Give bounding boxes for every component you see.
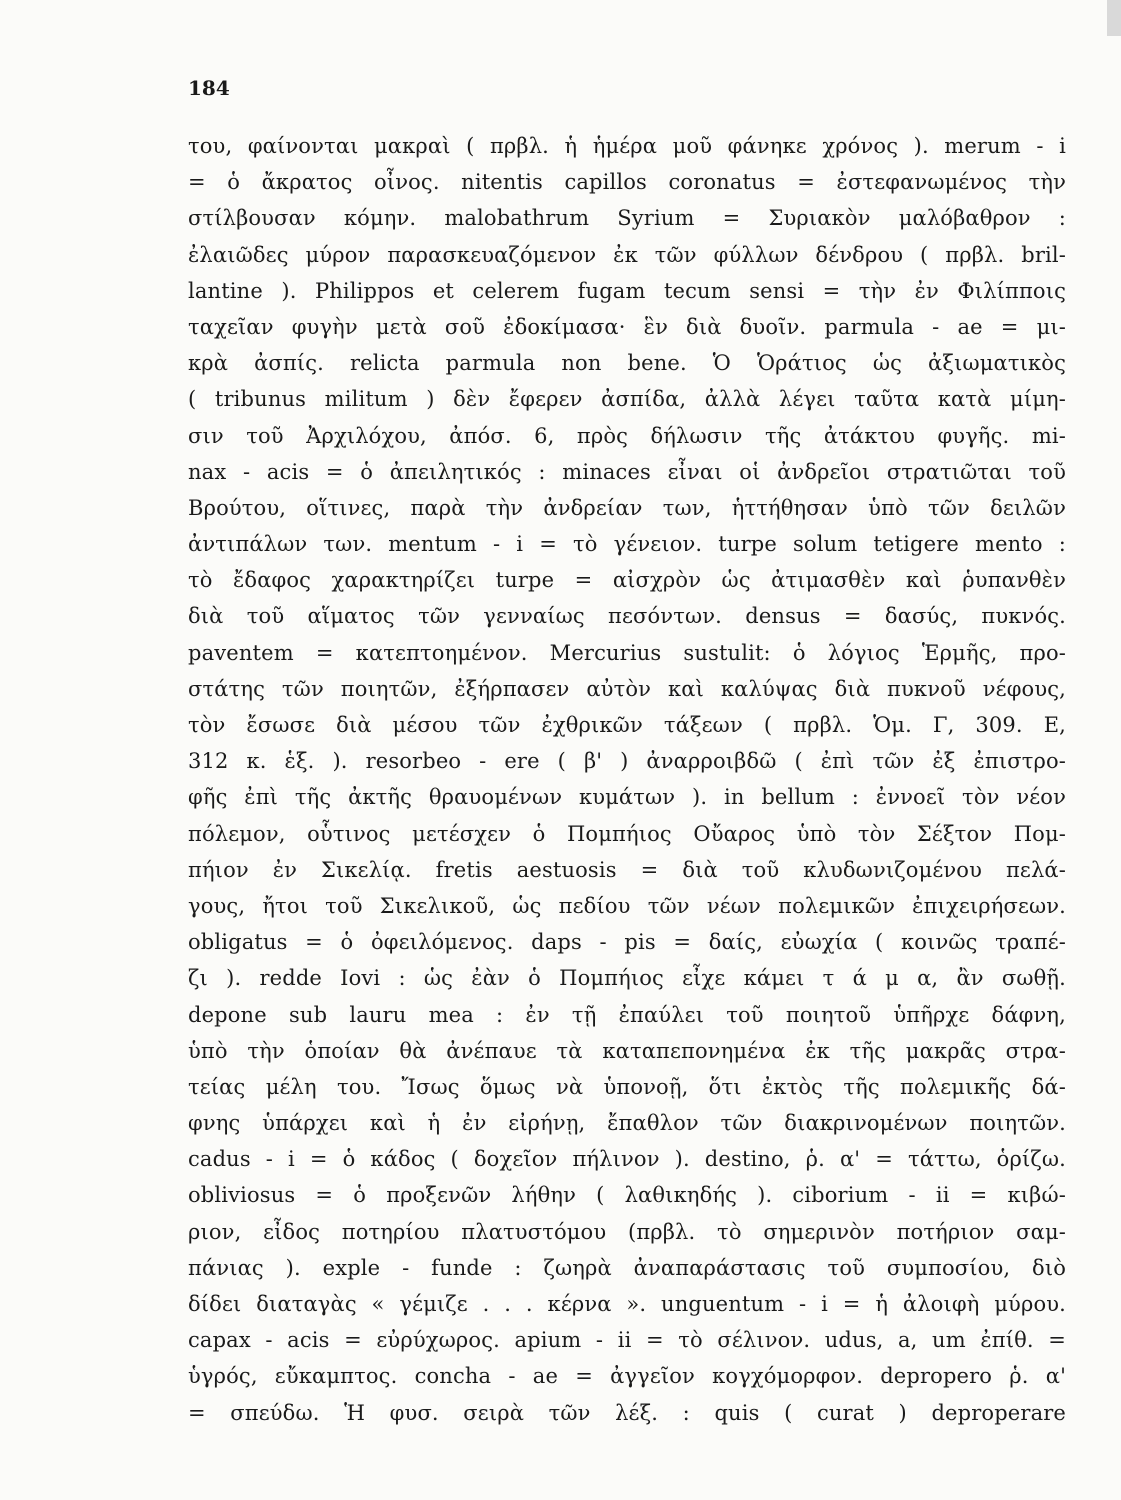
text-line: ζι ). redde Iovi : ὡς ἐὰν ὁ Πομπήιος εἶχε κάμει τ ά μ α, ἂν σωθῇ. — [188, 966, 1066, 991]
text-line: δίδει διαταγὰς « γέμιζε . . . κέρνα ». unguentum - i = ἡ ἀλοιφὴ μύρου. — [188, 1292, 1066, 1316]
text-line: paventem = κατεπτοημένον. Mercurius sustulit: ὁ λόγιος Ἑρμῆς, προ- — [188, 640, 1066, 665]
text-line: depone sub lauru mea : ἐν τῇ ἐπαύλει τοῦ ποιητοῦ ὑπῆρχε δάφνη, — [188, 1002, 1066, 1027]
text-line: φνης ὑπάρχει καὶ ἡ ἐν εἰρήνῃ, ἔπαθλον τῶν διακρινομένων ποιητῶν. — [188, 1111, 1066, 1136]
commentary-text — [188, 128, 1066, 1431]
text-line: στίλβουσαν κόμην. malobathrum Syrium = Συριακὸν μαλόβαθρον : — [188, 206, 1066, 231]
text-line: obligatus = ὁ ὀφειλόμενος. daps - pis = δαίς, εὐωχία ( κοινῶς τραπέ- — [188, 930, 1066, 955]
text-line: ταχεῖαν φυγὴν μετὰ σοῦ ἐδοκίμασα· ἓν διὰ δυοῖν. parmula - ae = μι- — [188, 314, 1066, 339]
text-line: ὑπὸ τὴν ὁποίαν θὰ ἀνέπαυε τὰ καταπεπονημένα ἐκ τῆς μακρᾶς στρα- — [188, 1038, 1066, 1063]
text-line: ( tribunus militum ) δὲν ἔφερεν ἀσπίδα, ἀλλὰ λέγει ταῦτα κατὰ μίμη- — [188, 387, 1066, 412]
text-line: τὸν ἔσωσε διὰ μέσου τῶν ἐχθρικῶν τάξεων ( πρβλ. Ὁμ. Γ, 309. Ε, — [188, 713, 1066, 737]
page-number: 184 — [188, 76, 230, 100]
text-line: capax - acis = εὐρύχωρος. apium - ii = τὸ σέλινον. udus, a, um ἐπίθ. = — [188, 1328, 1066, 1353]
text-line: 312 κ. ἑξ. ). resorbeo - ere ( β' ) ἀναρροιβδῶ ( ἐπὶ τῶν ἐξ ἐπιστρο- — [188, 749, 1066, 774]
scan-edge — [1107, 0, 1121, 36]
text-line: διὰ τοῦ αἵματος τῶν γενναίως πεσόντων. densus = δασύς, πυκνός. — [188, 604, 1066, 629]
text-line: τὸ ἔδαφος χαρακτηρίζει turpe = αἰσχρὸν ὡς ἀτιμασθὲν καὶ ῥυπανθὲν — [188, 568, 1066, 593]
text-line: ριον, εἶδος ποτηρίου πλατυστόμου (πρβλ. τὸ σημερινὸν ποτήριον σαμ- — [188, 1219, 1066, 1244]
text-line: φῆς ἐπὶ τῆς ἀκτῆς θραυομένων κυμάτων ). in bellum : ἐννοεῖ τὸν νέον — [188, 785, 1066, 810]
text-line: ὑγρός, εὔκαμπτος. concha - ae = ἀγγεῖον κογχόμορφον. depropero ῥ. α' — [188, 1364, 1066, 1389]
text-line: πήιον ἐν Σικελίᾳ. fretis aestuosis = διὰ τοῦ κλυδωνιζομένου πελά- — [188, 857, 1066, 882]
text-line: πάνιας ). exple - funde : ζωηρὰ ἀναπαράστασις τοῦ συμποσίου, διὸ — [188, 1255, 1066, 1280]
text-line: κρὰ ἀσπίς. relicta parmula non bene. Ὁ Ὁράτιος ὡς ἀξιωματικὸς — [188, 351, 1066, 376]
text-line: nax - acis = ὁ ἀπειλητικός : minaces εἶναι οἱ ἀνδρεῖοι στρατιῶται τοῦ — [188, 459, 1066, 484]
text-line: ἀντιπάλων των. mentum - i = τὸ γένειον. turpe solum tetigere mento : — [188, 532, 1066, 557]
text-line: του, φαίνονται μακραὶ ( πρβλ. ἡ ἡμέρα μοῦ φάνηκε χρόνος ). merum - i — [188, 134, 1066, 158]
text-line: cadus - i = ὁ κάδος ( δοχεῖον πήλινον ). destino, ῥ. α' = τάττω, ὁρίζω. — [188, 1147, 1066, 1172]
text-line: Βρούτου, οἵτινες, παρὰ τὴν ἀνδρείαν των, ἡττήθησαν ὑπὸ τῶν δειλῶν — [188, 495, 1066, 520]
text-line: σιν τοῦ Ἀρχιλόχου, ἀπόσ. 6, πρὸς δήλωσιν τῆς ἀτάκτου φυγῆς. mi- — [188, 423, 1066, 448]
text-line: obliviosus = ὁ προξενῶν λήθην ( λαθικηδής ). ciborium - ii = κιβώ- — [188, 1183, 1066, 1208]
text-line: lantine ). Philippos et celerem fugam tecum sensi = τὴν ἐν Φιλίπποις — [188, 278, 1066, 303]
text-line: = σπεύδω. Ἡ φυσ. σειρὰ τῶν λέξ. : quis ( curat ) deproperare — [188, 1400, 1066, 1425]
text-line: τείας μέλη του. Ἴσως ὅμως νὰ ὑπονοῇ, ὅτι ἐκτὸς τῆς πολεμικῆς δά- — [188, 1074, 1066, 1099]
text-line: γους, ἤτοι τοῦ Σικελικοῦ, ὡς πεδίου τῶν νέων πολεμικῶν ἐπιχειρήσεων. — [188, 893, 1066, 918]
text-line: = ὁ ἄκρατος οἶνος. nitentis capillos coronatus = ἐστεφανωμένος τὴν — [188, 170, 1066, 195]
text-line: στάτης τῶν ποιητῶν, ἐξήρπασεν αὐτὸν καὶ καλύψας διὰ πυκνοῦ νέφους, — [188, 676, 1066, 701]
text-line: ἐλαιῶδες μύρον παρασκευαζόμενον ἐκ τῶν φύλλων δένδρου ( πρβλ. bril- — [188, 242, 1066, 267]
text-line: πόλεμον, οὗτινος μετέσχεν ὁ Πομπήιος Οὔαρος ὑπὸ τὸν Σέξτον Πομ- — [188, 821, 1066, 846]
